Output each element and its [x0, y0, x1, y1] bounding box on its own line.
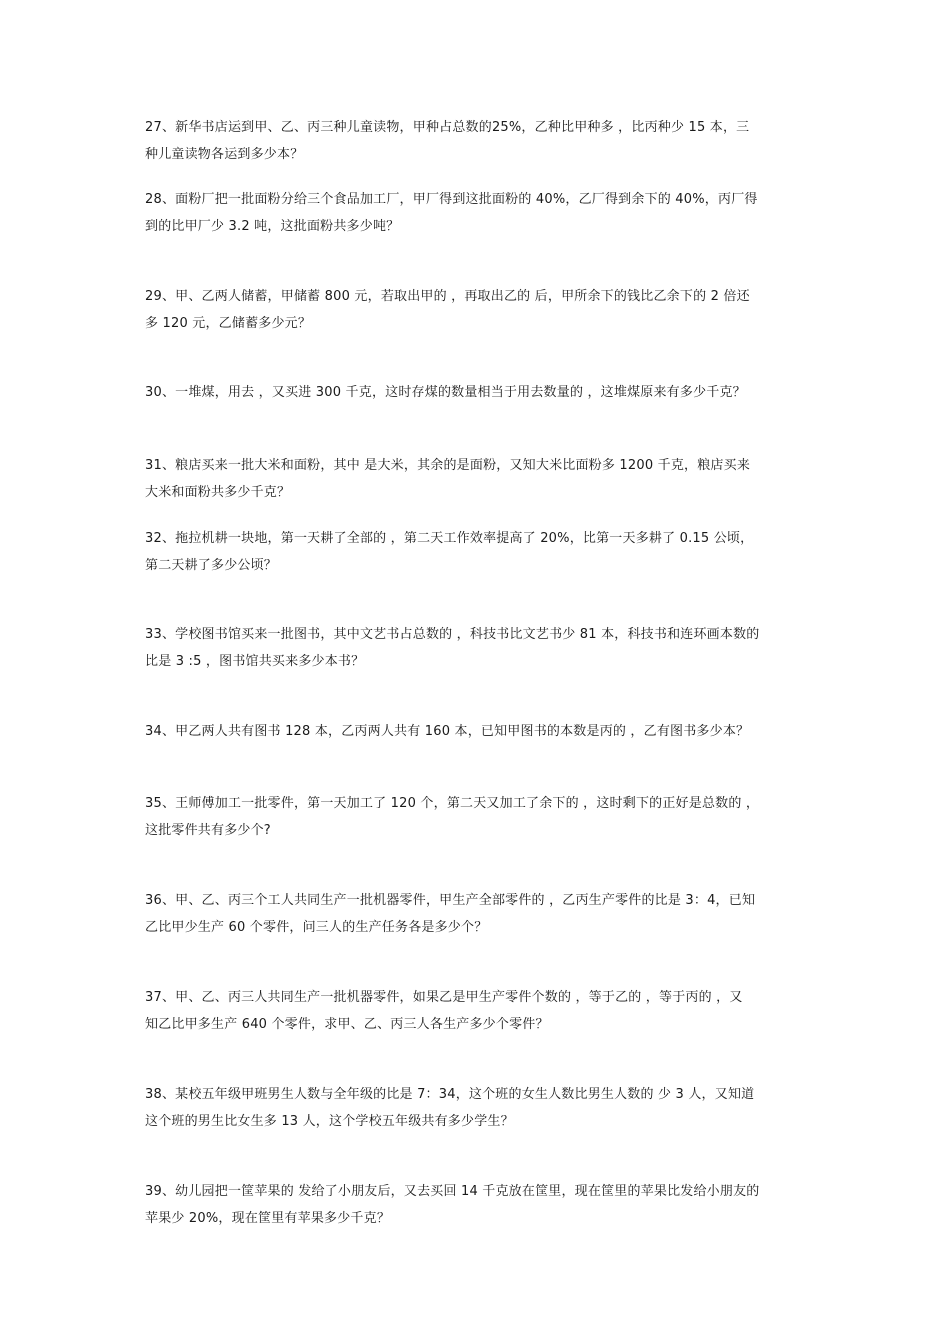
problem-line: 38、某校五年级甲班男生人数与全年级的比是 7：34，这个班的女生人数比男生人数的 少 3 人，又知道 — [145, 1087, 755, 1102]
problem-line: 苹果少 20%，现在筐里有苹果多少千克？ — [145, 1211, 391, 1226]
problem-29 — [145, 283, 810, 337]
problem-line: 多 120 元，乙储蓄多少元？ — [145, 316, 312, 331]
problem-30 — [145, 379, 810, 406]
problem-27 — [145, 114, 810, 168]
problem-28 — [145, 186, 810, 240]
problem-line: 27、新华书店运到甲、乙、丙三种儿童读物，甲种占总数的25%，乙种比甲种多 ，比丙种少 15 本，三 — [145, 120, 750, 135]
problem-line: 34、甲乙两人共有图书 128 本，乙丙两人共有 160 本，已知甲图书的本数是丙的 ，乙有图书多少本？ — [145, 724, 750, 739]
problem-line: 第二天耕了多少公顷？ — [145, 558, 278, 573]
problem-line: 39、幼儿园把一筐苹果的 发给了小朋友后，又去买回 14 千克放在筐里，现在筐里的苹果比发给小朋友的 — [145, 1184, 760, 1199]
problem-line: 这个班的男生比女生多 13 人，这个学校五年级共有多少学生？ — [145, 1114, 514, 1129]
problem-38 — [145, 1081, 810, 1135]
problem-line: 到的比甲厂少 3.2 吨，这批面粉共多少吨？ — [145, 219, 400, 234]
problem-line: 28、面粉厂把一批面粉分给三个食品加工厂，甲厂得到这批面粉的 40%，乙厂得到余下的 40%，丙厂得 — [145, 192, 758, 207]
problem-line: 比是 3 :5 ，图书馆共买来多少本书？ — [145, 654, 365, 669]
problem-line: 35、王师傅加工一批零件，第一天加工了 120 个，第二天又加工了余下的 ，这时剩下的正好是总数的 ， — [145, 796, 760, 811]
problem-line: 31、粮店买来一批大米和面粉，其中 是大米，其余的是面粉，又知大米比面粉多 1200 千克，粮店买来 — [145, 458, 751, 473]
problem-line: 30、一堆煤，用去 ，又买进 300 千克，这时存煤的数量相当于用去数量的 ，这堆煤原来有多少千克？ — [145, 385, 746, 400]
problem-32 — [145, 525, 810, 579]
problem-line: 32、拖拉机耕一块地，第一天耕了全部的 ，第二天工作效率提高了 20%，比第一天多耕了 0.15 公顷， — [145, 531, 754, 546]
problem-line: 29、甲、乙两人储蓄，甲储蓄 800 元，若取出甲的 ，再取出乙的 后，甲所余下的钱比乙余下的 2 倍还 — [145, 289, 750, 304]
problem-36 — [145, 887, 810, 941]
problem-line: 这批零件共有多少个? — [145, 823, 271, 838]
problem-line: 36、甲、乙、丙三个工人共同生产一批机器零件，甲生产全部零件的 ，乙丙生产零件的比是 3：4，已知 — [145, 893, 756, 908]
problem-line: 种儿童读物各运到多少本？ — [145, 147, 304, 162]
problem-39 — [145, 1178, 810, 1232]
problem-37 — [145, 984, 810, 1038]
problem-line: 大米和面粉共多少千克？ — [145, 485, 291, 500]
problem-line: 知乙比甲多生产 640 个零件，求甲、乙、丙三人各生产多少个零件？ — [145, 1017, 549, 1032]
problem-35 — [145, 790, 810, 844]
problem-line: 乙比甲少生产 60 个零件，问三人的生产任务各是多少个？ — [145, 920, 488, 935]
problem-line: 37、甲、乙、丙三人共同生产一批机器零件，如果乙是甲生产零件个数的 ，等于乙的 ，等于丙的 ，又 — [145, 990, 743, 1005]
problem-34 — [145, 718, 810, 745]
problem-31 — [145, 452, 810, 506]
problem-line: 33、学校图书馆买来一批图书，其中文艺书占总数的 ，科技书比文艺书少 81 本，科技书和连环画本数的 — [145, 627, 760, 642]
problem-33 — [145, 621, 810, 675]
